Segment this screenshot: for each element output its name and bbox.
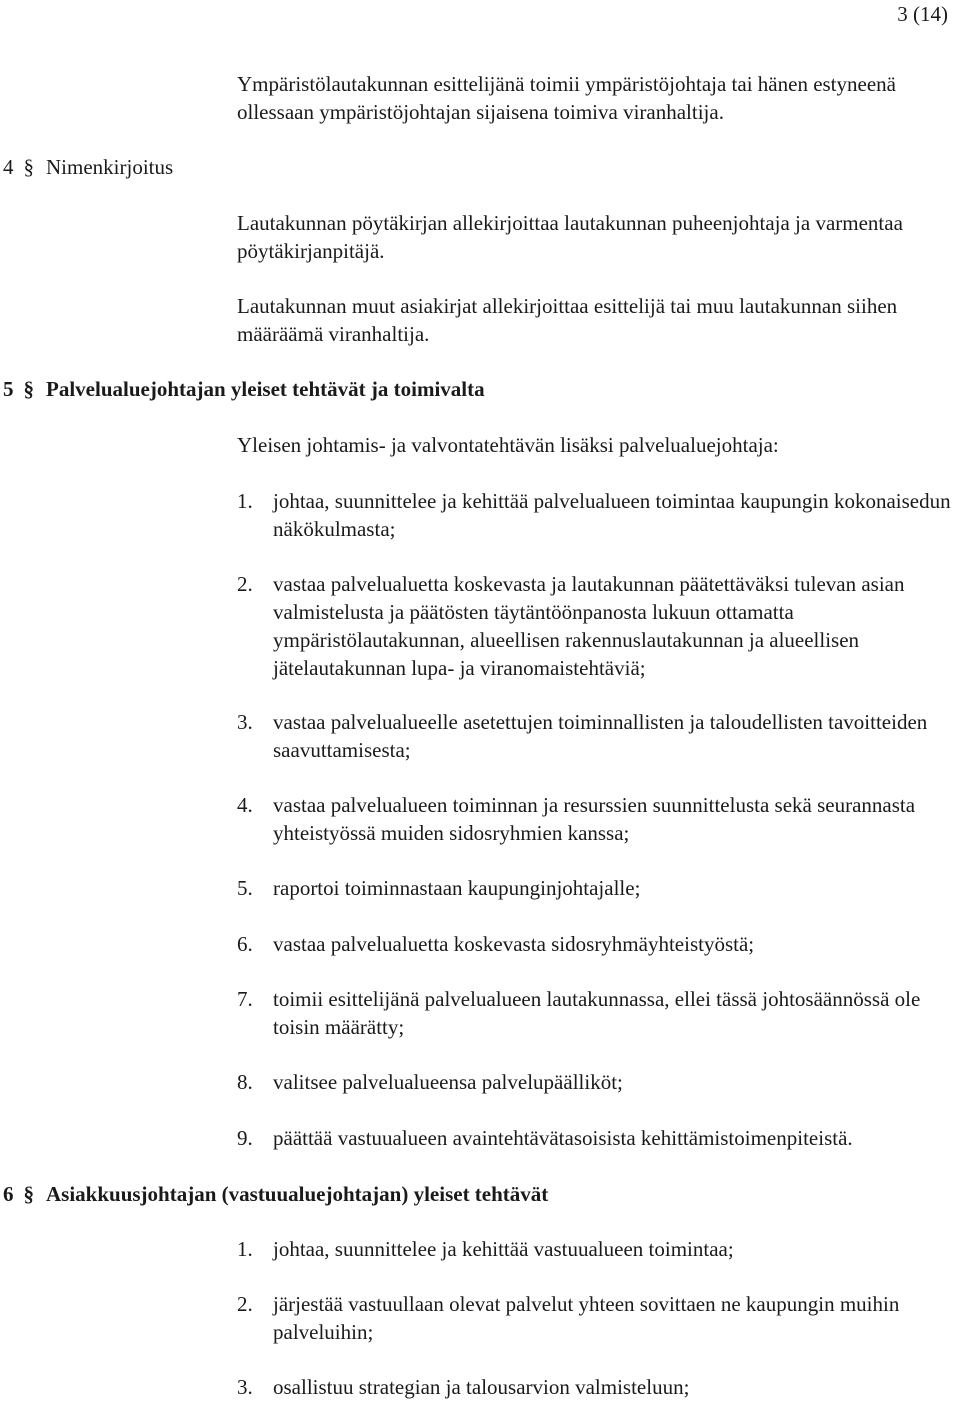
list-item: [237, 487, 952, 543]
section-title: Nimenkirjoitus: [46, 155, 174, 179]
section-6-heading: [3, 1180, 548, 1208]
list-item-text: vastaa palvelualuetta koskevasta ja lautakunnan päätettäväksi tulevan asian valmistelusta ja päätösten täytäntöönpanosta lukuun ottamatta ympäristölautakunnan, alueellisen rakennuslautakunnan ja alueellisen jätelautakunnan lupa- ja viranomaistehtäviä;: [273, 572, 905, 680]
list-item: [237, 1068, 952, 1096]
section-symbol: §: [23, 377, 34, 401]
list-item-number: 4.: [237, 793, 253, 817]
list-item-text: päättää vastuualueen avaintehtävätasoisista kehittämistoimenpiteistä.: [273, 1126, 853, 1150]
list-item-number: 6.: [237, 932, 253, 956]
section-title: Asiakkuusjohtajan (vastuualuejohtajan) yleiset tehtävät: [46, 1182, 549, 1206]
list-item-text: toimii esittelijänä palvelualueen lautakunnassa, ellei tässä johtosäännössä ole toisin määrätty;: [273, 987, 921, 1039]
list-item: [237, 1235, 952, 1263]
section-number: 4: [3, 155, 14, 179]
list-item-text: järjestää vastuullaan olevat palvelut yhteen sovittaen ne kaupungin muihin palveluihin;: [273, 1292, 900, 1344]
list-item-number: 1.: [237, 489, 253, 513]
list-item: [237, 1124, 952, 1152]
intro-paragraph: Ympäristölautakunnan esittelijänä toimii ympäristöjohtaja tai hänen estyneenä ollessaan ympäristöjohtajan sijaisena toimiva viranhaltija.: [237, 72, 896, 124]
list-item: [237, 1373, 952, 1401]
section-5-intro: Yleisen johtamis- ja valvontatehtävän lisäksi palvelualuejohtaja:: [237, 433, 779, 457]
list-item-text: raportoi toiminnastaan kaupunginjohtajalle;: [273, 876, 641, 900]
list-item: [237, 791, 952, 847]
list-item-text: johtaa, suunnittelee ja kehittää vastuualueen toimintaa;: [273, 1237, 734, 1261]
section-title: Palvelualuejohtajan yleiset tehtävät ja toimivalta: [46, 377, 485, 401]
page-number: 3 (14): [897, 2, 948, 26]
list-item-text: vastaa palvelualueen toiminnan ja resurssien suunnittelusta sekä seurannasta yhteistyössä muiden sidosryhmien kanssa;: [273, 793, 916, 845]
section-4-paragraph-2: Lautakunnan muut asiakirjat allekirjoittaa esittelijä tai muu lautakunnan siihen määräämä viranhaltija.: [237, 294, 898, 346]
list-item-text: johtaa, suunnittelee ja kehittää palvelualueen toimintaa kaupungin kokonaisedun näkökulmasta;: [273, 489, 951, 541]
section-4-paragraph-1: Lautakunnan pöytäkirjan allekirjoittaa lautakunnan puheenjohtaja ja varmentaa pöytäkirjanpitäjä.: [237, 211, 903, 263]
list-item: [237, 985, 952, 1041]
list-item-number: 3.: [237, 710, 253, 734]
list-item-number: 8.: [237, 1070, 253, 1094]
list-item: [237, 874, 952, 902]
section-symbol: §: [23, 155, 34, 179]
list-item-text: vastaa palvelualuetta koskevasta sidosryhmäyhteistyöstä;: [273, 932, 755, 956]
list-item-number: 3.: [237, 1375, 253, 1399]
list-item-number: 2.: [237, 572, 253, 596]
list-item: [237, 570, 952, 682]
list-item-text: valitsee palvelualueensa palvelupäälliköt;: [273, 1070, 623, 1094]
section-4-heading: [3, 153, 173, 181]
section-number: 6: [3, 1182, 14, 1206]
section-number: 5: [3, 377, 14, 401]
list-item-number: 9.: [237, 1126, 253, 1150]
list-item-text: vastaa palvelualueelle asetettujen toiminnallisten ja taloudellisten tavoitteiden saavuttamisesta;: [273, 710, 928, 762]
list-item-number: 7.: [237, 987, 253, 1011]
list-item-number: 1.: [237, 1237, 253, 1261]
list-item: [237, 1290, 952, 1346]
list-item-number: 2.: [237, 1292, 253, 1316]
section-symbol: §: [23, 1182, 34, 1206]
list-item-text: osallistuu strategian ja talousarvion valmisteluun;: [273, 1375, 690, 1399]
section-5-heading: [3, 375, 485, 403]
list-item-number: 5.: [237, 876, 253, 900]
list-item: [237, 930, 952, 958]
list-item: [237, 708, 952, 764]
